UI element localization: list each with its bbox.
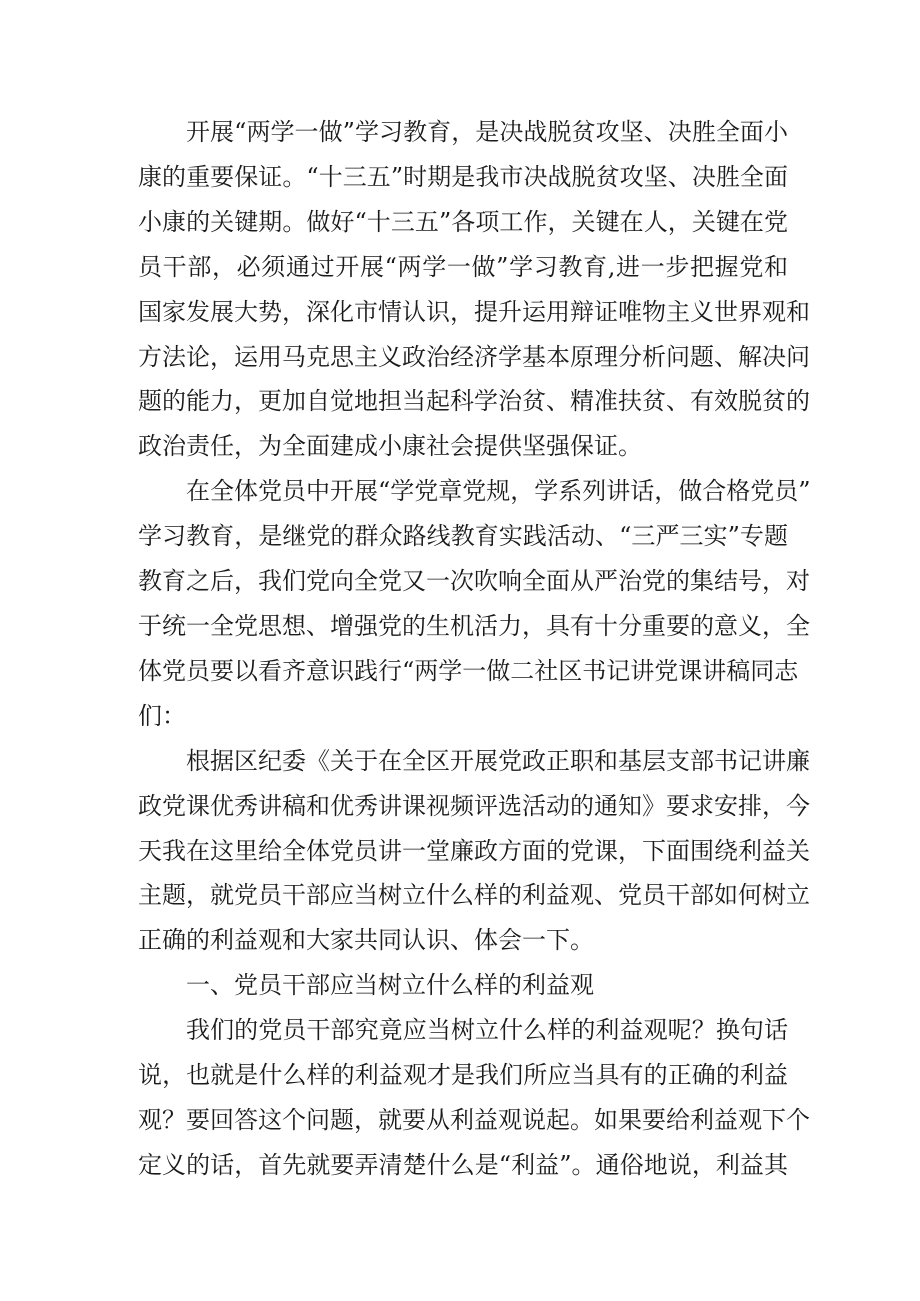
paragraph-line: 方法论，运用马克思主义政治经济学基本原理分析问题、解决问 [138,342,810,371]
paragraph-line: 康的重要保证。“十三五”时期是我市决战脱贫攻坚、决胜全面 [138,162,788,191]
document-body [138,110,811,1188]
paragraph-line: 小康的关键期。做好“十三五”各项工作，关键在人，关键在党 [138,207,788,236]
paragraph-line: 国家发展大势，深化市情认识，提升运用辩证唯物主义世界观和 [138,297,810,326]
paragraph-1 [138,110,810,469]
paragraph-line: 说，也就是什么样的利益观才是我们所应当具有的正确的利益 [138,1061,788,1090]
paragraph-2 [138,469,811,738]
paragraph-line: 教育之后，我们党向全党又一次吹响全面从严治党的集结号，对 [138,567,810,596]
paragraph-line: 根据区纪委《关于在全区开展党政正职和基层支部书记讲廉 [186,746,810,775]
paragraph-line: 在全体党员中开展“学党章党规，学系列讲话，做合格党员” [186,477,811,506]
paragraph-line: 员干部，必须通过开展“两学一做”学习教育,进一步把握党和 [138,252,788,281]
paragraph-line: 天我在这里给全体党员讲一堂廉政方面的党课，下面围绕利益关 [138,836,810,865]
paragraph-line: 政治责任，为全面建成小康社会提供坚强保证。 [138,432,642,461]
paragraph-line: 学习教育，是继党的群众路线教育实践活动、“三严三实”专题 [138,522,788,551]
paragraph-line: 题的能力，更加自觉地担当起科学治贫、精准扶贫、有效脱贫的 [138,387,810,416]
paragraph-5 [138,1008,810,1188]
paragraph-line: 体党员要以看齐意识践行“两学一做二社区书记讲党课讲稿同志 [138,656,799,685]
paragraph-line: 主题，就党员干部应当树立什么样的利益观、党员干部如何树立 [138,881,810,910]
paragraph-line: 政党课优秀讲稿和优秀讲课视频评选活动的通知》要求安排，今 [138,791,810,820]
paragraph-line: 正确的利益观和大家共同认识、体会一下。 [138,926,594,955]
paragraph-line: 我们的党员干部究竟应当树立什么样的利益观呢？换句话 [186,1016,788,1045]
paragraph-3 [138,739,810,964]
paragraph-line: 们： [138,701,186,730]
paragraph-line: 开展“两学一做”学习教育，是决战脱贫攻坚、决胜全面小 [186,118,788,146]
section-heading [138,963,788,1008]
section-heading-text: 一、党员干部应当树立什么样的利益观 [186,971,594,1000]
paragraph-line: 观？要回答这个问题，就要从利益观说起。如果要给利益观下个 [138,1105,810,1134]
paragraph-line: 定义的话，首先就要弄清楚什么是“利益”。通俗地说，利益其 [138,1150,788,1179]
paragraph-line: 于统一全党思想、增强党的生机活力，具有十分重要的意义，全 [138,611,810,640]
